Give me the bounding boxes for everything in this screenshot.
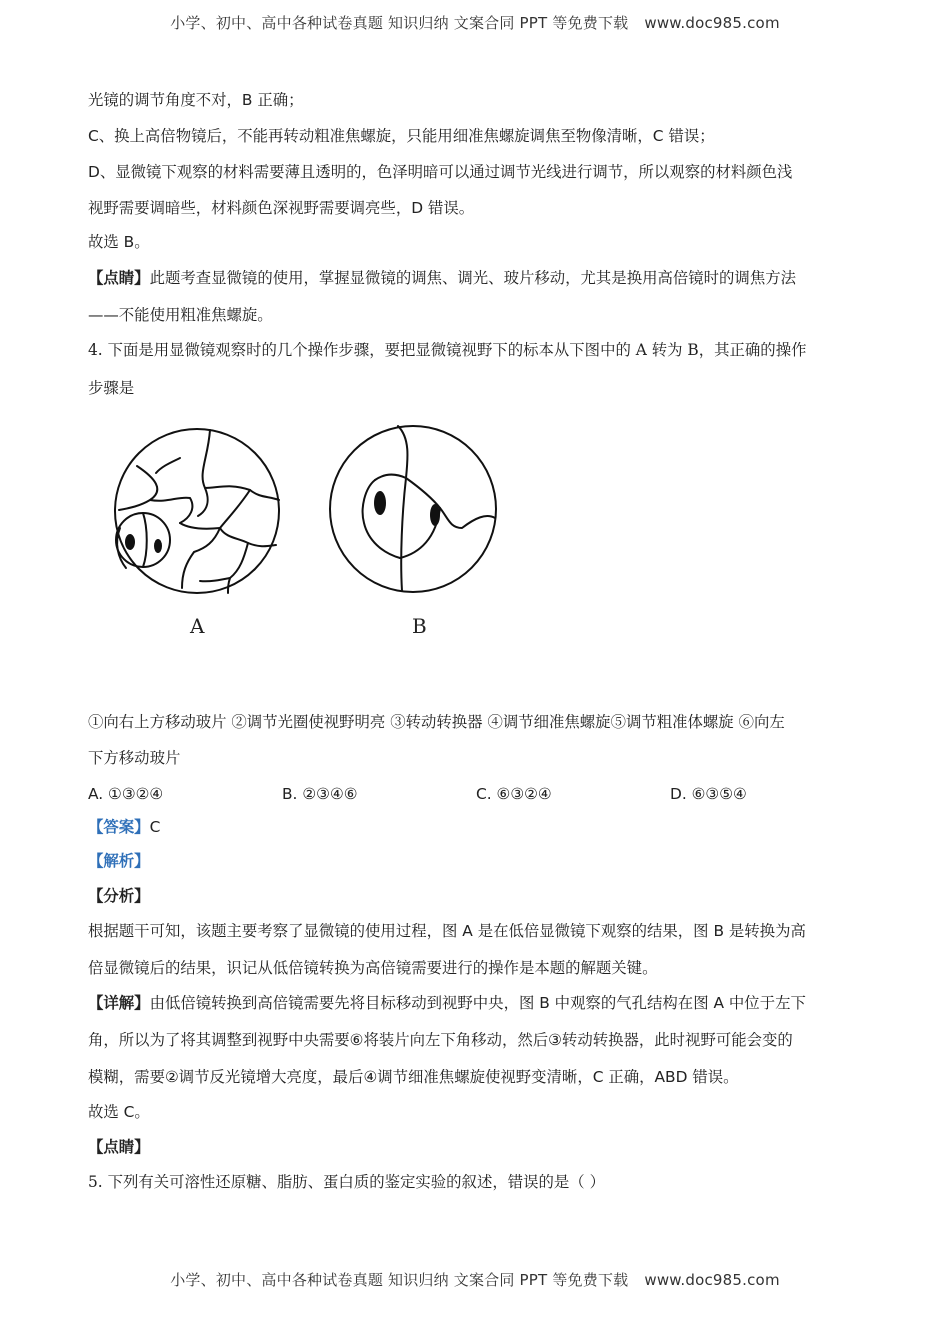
option-a: A. ①③②④ bbox=[88, 785, 164, 803]
header-title: 小学、初中、高中各种试卷真题 知识归纳 文案合同 PPT 等免费下载 bbox=[170, 14, 629, 32]
page-header bbox=[0, 12, 950, 33]
question-4-stem-cont: 步骤是 bbox=[88, 379, 135, 397]
figure-label-a: A bbox=[190, 614, 205, 638]
answer-value: C bbox=[149, 818, 161, 836]
answer-line bbox=[88, 817, 160, 837]
question-4-stem: 4. 下面是用显微镜观察时的几个操作步骤，要把显微镜视野下的标本从下图中的 A 转为 B，其正确的操作 bbox=[88, 341, 807, 359]
footer-site: www.doc985.com bbox=[644, 1271, 780, 1289]
answer-tag: 【答案】 bbox=[88, 818, 150, 836]
text-line: C、换上高倍物镜后，不能再转动粗准焦螺旋，只能用细准焦螺旋调焦至物像清晰，C 错误； bbox=[88, 127, 715, 145]
text-line: 故选 B。 bbox=[88, 233, 150, 251]
tip-paragraph bbox=[88, 268, 796, 288]
text-line: ——不能使用粗准焦螺旋。 bbox=[88, 306, 273, 324]
question-4-steps-cont: 下方移动玻片 bbox=[88, 749, 181, 767]
text-line: 视野需要调暗些，材料颜色深视野需要调亮些，D 错误。 bbox=[88, 199, 475, 217]
option-c: C. ⑥③②④ bbox=[476, 785, 552, 803]
fenxi-line: 倍显微镜后的结果，识记从低倍镜转换为高倍镜需要进行的操作是本题的解题关键。 bbox=[88, 959, 658, 977]
conclusion-line: 故选 C。 bbox=[88, 1103, 150, 1121]
question-4-steps: ①向右上方移动玻片 ②调节光圈使视野明亮 ③转动转换器 ④调节细准焦螺旋⑤调节粗准体螺旋 ⑥向左 bbox=[88, 713, 785, 731]
tip-tag: 【点睛】 bbox=[88, 269, 150, 287]
text-line: 光镜的调节角度不对，B 正确； bbox=[88, 91, 304, 109]
option-d: D. ⑥③⑤④ bbox=[670, 785, 747, 803]
detail-text: 由低倍镜转换到高倍镜需要先将目标移动到视野中央，图 B 中观察的气孔结构在图 A 中位于左下 bbox=[149, 994, 806, 1012]
detail-tag: 【详解】 bbox=[88, 994, 150, 1012]
page-footer bbox=[0, 1269, 950, 1290]
detail-line: 模糊，需要②调节反光镜增大亮度，最后④调节细准焦螺旋使视野变清晰，C 正确，ABD 错误。 bbox=[88, 1068, 739, 1086]
microscope-figure bbox=[110, 418, 510, 648]
view-a-field bbox=[115, 429, 279, 593]
fenxi-line: 根据题干可知，该题主要考察了显微镜的使用过程，图 A 是在低倍显微镜下观察的结果，图 B 是转换为高 bbox=[88, 922, 806, 940]
header-site: www.doc985.com bbox=[644, 14, 780, 32]
footer-title: 小学、初中、高中各种试卷真题 知识归纳 文案合同 PPT 等免费下载 bbox=[170, 1271, 629, 1289]
microscope-views-drawing bbox=[110, 418, 510, 648]
figure-label-b: B bbox=[412, 614, 427, 638]
dianjing-tag: 【点睛】 bbox=[88, 1138, 150, 1156]
detail-line: 角，所以为了将其调整到视野中央需要⑥将装片向左下角移动，然后③转动转换器，此时视野可能会变的 bbox=[88, 1031, 793, 1049]
view-b-field bbox=[330, 426, 496, 592]
tip-text: 此题考查显微镜的使用，掌握显微镜的调焦、调光、玻片移动，尤其是换用高倍镜时的调焦方法 bbox=[149, 269, 796, 287]
analysis-tag: 【解析】 bbox=[88, 852, 150, 870]
fenxi-tag: 【分析】 bbox=[88, 887, 150, 905]
option-b: B. ②③④⑥ bbox=[282, 785, 358, 803]
text-line: D、显微镜下观察的材料需要薄且透明的，色泽明暗可以通过调节光线进行调节，所以观察的材料颜色浅 bbox=[88, 163, 793, 181]
question-5-stem: 5. 下列有关可溶性还原糖、脂肪、蛋白质的鉴定实验的叙述，错误的是（ ） bbox=[88, 1173, 605, 1191]
detail-paragraph bbox=[88, 993, 806, 1013]
